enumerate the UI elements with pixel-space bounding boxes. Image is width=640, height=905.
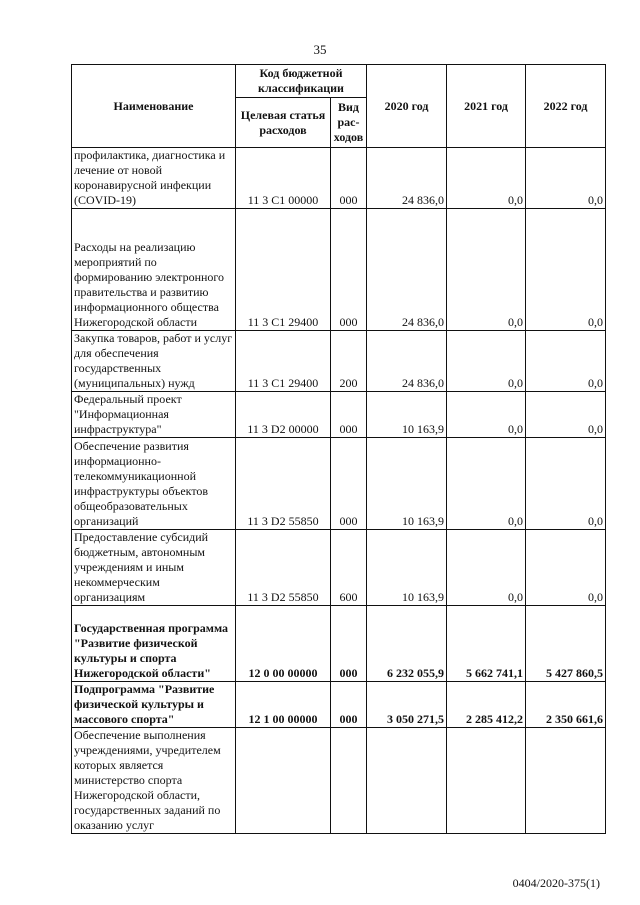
row-2020 bbox=[367, 728, 447, 834]
row-name: Обеспечение выполнения учреждениями, учредителем которых является министерство спорта Нижегородской области, государственных заданий по оказанию услуг bbox=[72, 728, 236, 834]
table-row bbox=[72, 148, 606, 209]
row-target-code: 11 3 D2 55850 bbox=[236, 438, 331, 530]
row-2022: 0,0 bbox=[526, 392, 606, 438]
header-name: Наименование bbox=[72, 65, 236, 148]
page-number: 35 bbox=[313, 42, 327, 57]
row-2020: 24 836,0 bbox=[367, 209, 447, 331]
row-2020: 10 163,9 bbox=[367, 392, 447, 438]
header-kind: Вид рас- ходов bbox=[331, 98, 367, 148]
header-target: Целевая статья расходов bbox=[236, 98, 331, 148]
row-2021: 0,0 bbox=[447, 209, 526, 331]
row-2022: 0,0 bbox=[526, 438, 606, 530]
row-target-code: 11 3 D2 55850 bbox=[236, 530, 331, 606]
row-2022: 0,0 bbox=[526, 530, 606, 606]
row-name: Расходы на реализацию мероприятий по формированию электронного правительства и развитию информационного общества Нижегородской области bbox=[72, 209, 236, 331]
row-2020: 10 163,9 bbox=[367, 438, 447, 530]
row-name: Подпрограмма "Развитие физической культуры и массового спорта" bbox=[72, 682, 236, 728]
row-kind-code bbox=[331, 728, 367, 834]
row-kind-code: 000 bbox=[331, 392, 367, 438]
row-2021 bbox=[447, 728, 526, 834]
row-target-code: 11 3 С1 29400 bbox=[236, 209, 331, 331]
row-kind-code: 000 bbox=[331, 606, 367, 682]
table-row bbox=[72, 682, 606, 728]
row-2022: 5 427 860,5 bbox=[526, 606, 606, 682]
budget-table bbox=[71, 64, 606, 834]
row-target-code: 11 3 D2 00000 bbox=[236, 392, 331, 438]
table-row bbox=[72, 438, 606, 530]
row-kind-code: 000 bbox=[331, 682, 367, 728]
row-target-code: 11 3 С1 29400 bbox=[236, 331, 331, 392]
row-2021: 0,0 bbox=[447, 148, 526, 209]
table-row bbox=[72, 209, 606, 331]
row-target-code bbox=[236, 728, 331, 834]
document-code: 0404/2020-375(1) bbox=[512, 876, 600, 890]
row-target-code: 11 3 С1 00000 bbox=[236, 148, 331, 209]
table-row bbox=[72, 530, 606, 606]
row-name: Государственная программа "Развитие физической культуры и спорта Нижегородской области" bbox=[72, 606, 236, 682]
row-2022: 2 350 661,6 bbox=[526, 682, 606, 728]
row-2022: 0,0 bbox=[526, 148, 606, 209]
row-kind-code: 600 bbox=[331, 530, 367, 606]
row-2021: 0,0 bbox=[447, 331, 526, 392]
table-row bbox=[72, 728, 606, 834]
row-2022: 0,0 bbox=[526, 331, 606, 392]
header-2022: 2022 год bbox=[526, 65, 606, 148]
row-kind-code: 000 bbox=[331, 148, 367, 209]
table-row bbox=[72, 331, 606, 392]
row-name: Обеспечение развития информационно-телекоммуникационной инфраструктуры объектов общеобразовательных организаций bbox=[72, 438, 236, 530]
table-row bbox=[72, 392, 606, 438]
row-2021: 0,0 bbox=[447, 392, 526, 438]
row-2020: 6 232 055,9 bbox=[367, 606, 447, 682]
row-2021: 0,0 bbox=[447, 530, 526, 606]
row-name: Федеральный проект "Информационная инфраструктура" bbox=[72, 392, 236, 438]
row-name: профилактика, диагностика и лечение от новой коронавирусной инфекции (COVID-19) bbox=[72, 148, 236, 209]
row-2022 bbox=[526, 728, 606, 834]
row-kind-code: 000 bbox=[331, 209, 367, 331]
row-target-code: 12 1 00 00000 bbox=[236, 682, 331, 728]
row-name: Закупка товаров, работ и услуг для обеспечения государственных (муниципальных) нужд bbox=[72, 331, 236, 392]
header-2020: 2020 год bbox=[367, 65, 447, 148]
row-target-code: 12 0 00 00000 bbox=[236, 606, 331, 682]
row-kind-code: 000 bbox=[331, 438, 367, 530]
row-2020: 24 836,0 bbox=[367, 331, 447, 392]
table-row bbox=[72, 606, 606, 682]
header-2021: 2021 год bbox=[447, 65, 526, 148]
row-2020: 3 050 271,5 bbox=[367, 682, 447, 728]
row-2021: 2 285 412,2 bbox=[447, 682, 526, 728]
row-2021: 5 662 741,1 bbox=[447, 606, 526, 682]
row-name: Предоставление субсидий бюджетным, автономным учреждениям и иным некоммерческим организациям bbox=[72, 530, 236, 606]
row-kind-code: 200 bbox=[331, 331, 367, 392]
row-2020: 24 836,0 bbox=[367, 148, 447, 209]
header-kbk: Код бюджетной классификации bbox=[236, 65, 367, 98]
row-2020: 10 163,9 bbox=[367, 530, 447, 606]
row-2021: 0,0 bbox=[447, 438, 526, 530]
row-2022: 0,0 bbox=[526, 209, 606, 331]
